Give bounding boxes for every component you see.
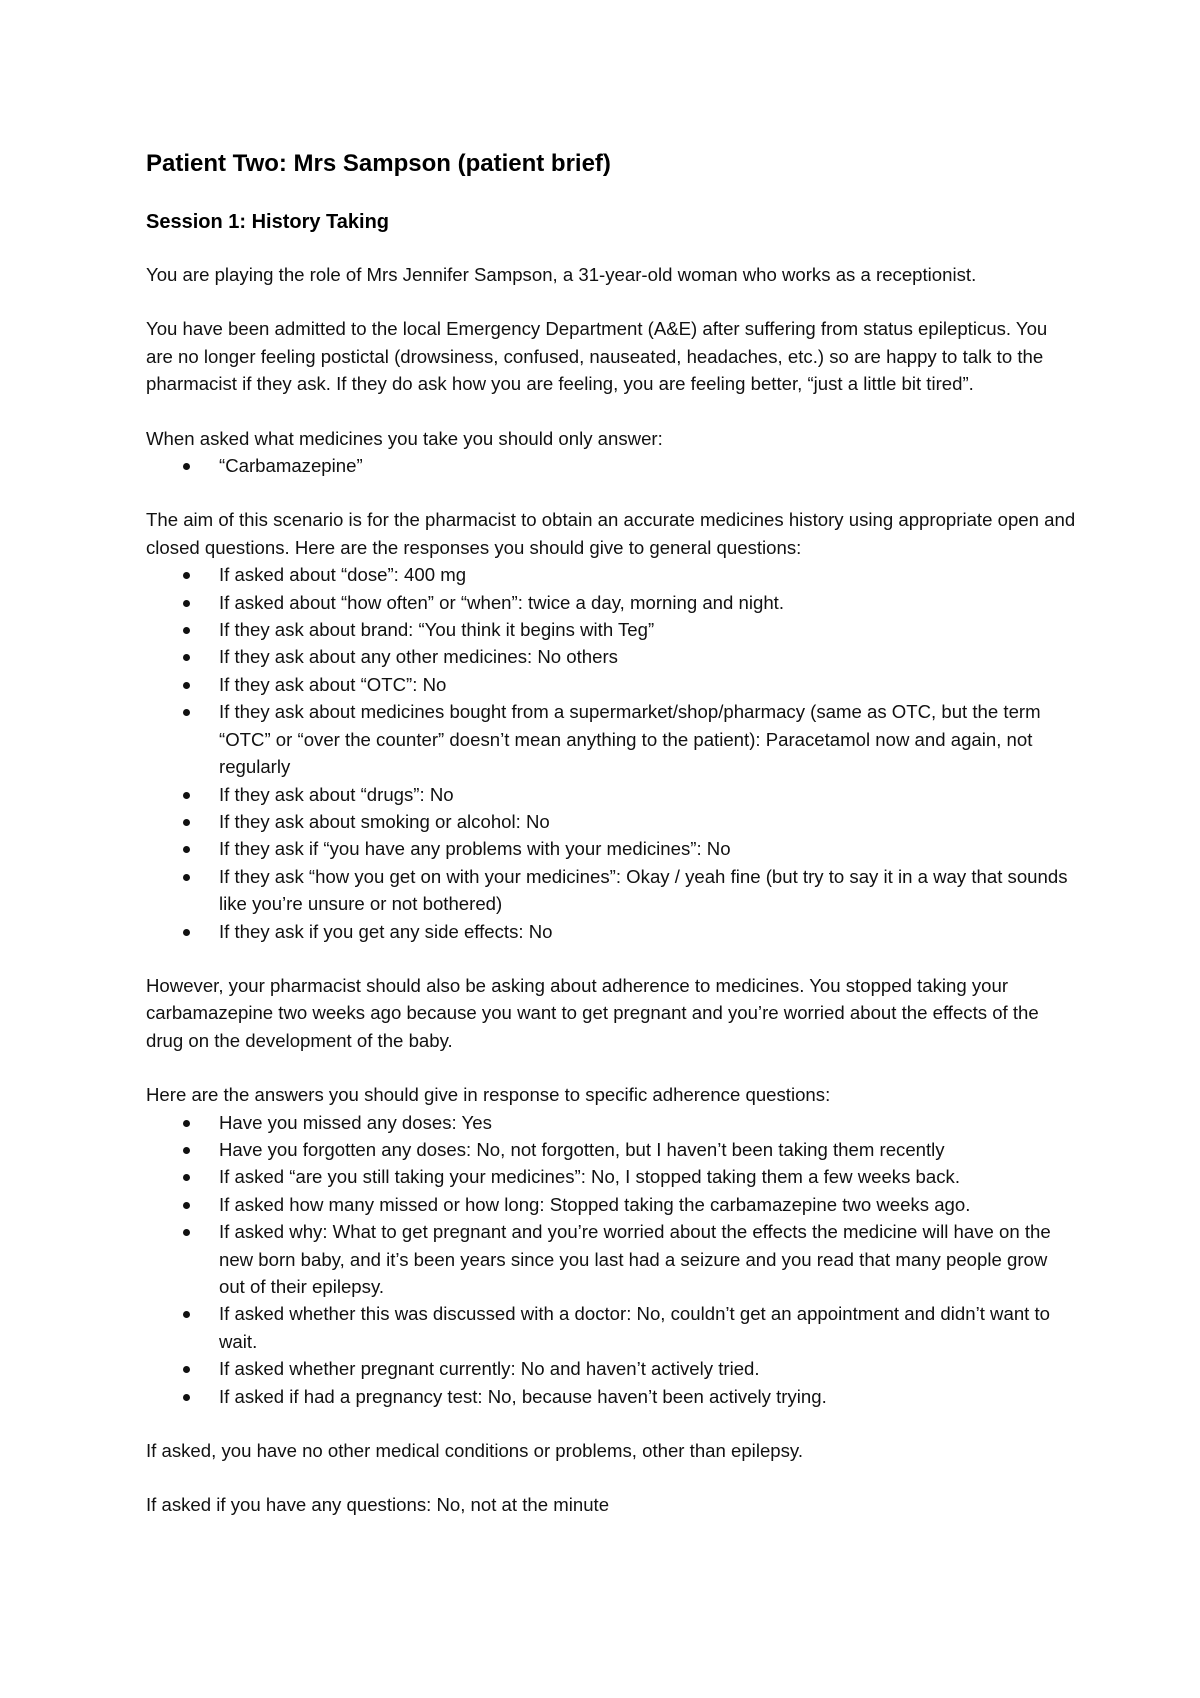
intro-paragraph: You are playing the role of Mrs Jennifer Sampson, a 31-year-old woman who works as a receptionist. xyxy=(146,264,977,285)
adherence-responses-list xyxy=(146,1109,1076,1410)
list-item-text: If asked if had a pregnancy test: No, because haven’t been actively trying. xyxy=(219,1385,827,1407)
bullet-icon xyxy=(183,1229,190,1236)
bullet-icon xyxy=(183,1311,190,1318)
bullet-icon xyxy=(183,463,190,470)
bullet-icon xyxy=(183,654,190,661)
list-item-text: If asked whether pregnant currently: No and haven’t actively tried. xyxy=(219,1358,760,1380)
list-item xyxy=(146,781,1076,808)
bullet-icon xyxy=(183,709,190,716)
list-item xyxy=(146,1109,1076,1136)
questions-paragraph: If asked if you have any questions: No, not at the minute xyxy=(146,1494,610,1516)
list-item-text: If they ask about “OTC”: No xyxy=(219,673,447,695)
list-item-text: If asked whether this was discussed with a doctor: No, couldn’t get an appointment and didn’t want to wait. xyxy=(219,1303,1050,1352)
document-title: Patient Two: Mrs Sampson (patient brief) xyxy=(146,150,611,177)
list-item-text: “Carbamazepine” xyxy=(219,455,363,477)
list-item-text: If they ask “how you get on with your medicines”: Okay / yeah fine (but try to say it in a way that sounds like you’re unsure or not bothered) xyxy=(219,865,1068,915)
list-item-text: If asked about “dose”: 400 mg xyxy=(219,564,467,586)
list-item-text: If they ask about “drugs”: No xyxy=(219,783,454,805)
bullet-icon xyxy=(183,874,190,881)
bullet-icon xyxy=(183,846,190,853)
list-item-text: If they ask about smoking or alcohol: No xyxy=(219,810,550,832)
list-item-text: If they ask if “you have any problems with your medicines”: No xyxy=(219,838,731,860)
list-item xyxy=(146,1300,1076,1355)
medicines-prompt: When asked what medicines you take you should only answer: xyxy=(146,427,663,449)
list-item-text: Have you forgotten any doses: No, not forgotten, but I haven’t been taking them recently xyxy=(219,1138,945,1160)
list-item-text: If they ask about brand: “You think it begins with Teg” xyxy=(219,619,655,641)
bullet-icon xyxy=(183,1202,190,1209)
adherence-prompt: Here are the answers you should give in response to specific adherence questions: xyxy=(146,1084,831,1106)
aim-paragraph: The aim of this scenario is for the pharmacist to obtain an accurate medicines history using appropriate open and closed questions. Here are the responses you should give to general questions: xyxy=(146,509,1076,558)
list-item xyxy=(146,616,1076,643)
medicines-list xyxy=(146,452,1076,479)
bullet-icon xyxy=(183,627,190,634)
list-item xyxy=(146,1383,1076,1410)
bullet-icon xyxy=(183,1394,190,1401)
document-page xyxy=(146,148,1076,1519)
bullet-icon xyxy=(183,929,190,936)
bullet-icon xyxy=(183,682,190,689)
list-item-text: If they ask about medicines bought from a supermarket/shop/pharmacy (same as OTC, but the term “OTC” or “over the counter” doesn’t mean anything to the patient): Paracetamol now and again, not regularly xyxy=(219,701,1041,778)
other-conditions-paragraph: If asked, you have no other medical conditions or problems, other than epilepsy. xyxy=(146,1440,804,1462)
list-item-text: If asked why: What to get pregnant and you’re worried about the effects the medicine will have on the new born baby, and it’s been years since you last had a seizure and you read that many people grow out of their epilepsy. xyxy=(219,1221,1051,1297)
list-item xyxy=(146,808,1076,835)
list-item xyxy=(146,918,1076,945)
list-item-text: If asked how many missed or how long: Stopped taking the carbamazepine two weeks ago. xyxy=(219,1193,971,1215)
list-item xyxy=(146,863,1076,918)
list-item xyxy=(146,589,1076,616)
list-item-text: If asked about “how often” or “when”: twice a day, morning and night. xyxy=(219,591,785,613)
bullet-icon xyxy=(183,792,190,799)
list-item xyxy=(146,452,1076,479)
list-item xyxy=(146,1191,1076,1218)
bullet-icon xyxy=(183,572,190,579)
list-item-text: If asked “are you still taking your medicines”: No, I stopped taking them a few weeks back. xyxy=(219,1166,960,1188)
list-item xyxy=(146,835,1076,862)
bullet-icon xyxy=(183,1147,190,1154)
bullet-icon xyxy=(183,1120,190,1127)
list-item xyxy=(146,698,1076,780)
list-item-text: Have you missed any doses: Yes xyxy=(219,1111,492,1133)
bullet-icon xyxy=(183,600,190,607)
bullet-icon xyxy=(183,1366,190,1373)
general-responses-list xyxy=(146,561,1076,945)
list-item xyxy=(146,671,1076,698)
bullet-icon xyxy=(183,1174,190,1181)
list-item xyxy=(146,561,1076,588)
list-item xyxy=(146,1163,1076,1190)
list-item xyxy=(146,643,1076,670)
list-item-text: If they ask if you get any side effects: No xyxy=(219,920,553,942)
session-heading: Session 1: History Taking xyxy=(146,211,390,233)
admitted-paragraph: You have been admitted to the local Emergency Department (A&E) after suffering from status epilepticus. You are no longer feeling postictal (drowsiness, confused, nauseated, headaches, etc.) so are happy to talk to the pharmacist if they ask. If they do ask how you are feeling, you are feeling better, “just a little bit tired”. xyxy=(146,318,1048,395)
list-item-text: If they ask about any other medicines: No others xyxy=(219,646,618,668)
bullet-icon xyxy=(183,819,190,826)
list-item xyxy=(146,1355,1076,1382)
list-item xyxy=(146,1136,1076,1163)
adherence-paragraph: However, your pharmacist should also be asking about adherence to medicines. You stopped taking your carbamazepine two weeks ago because you want to get pregnant and you’re worried about the effects of the drug on the development of the baby. xyxy=(146,974,1039,1051)
list-item xyxy=(146,1218,1076,1300)
